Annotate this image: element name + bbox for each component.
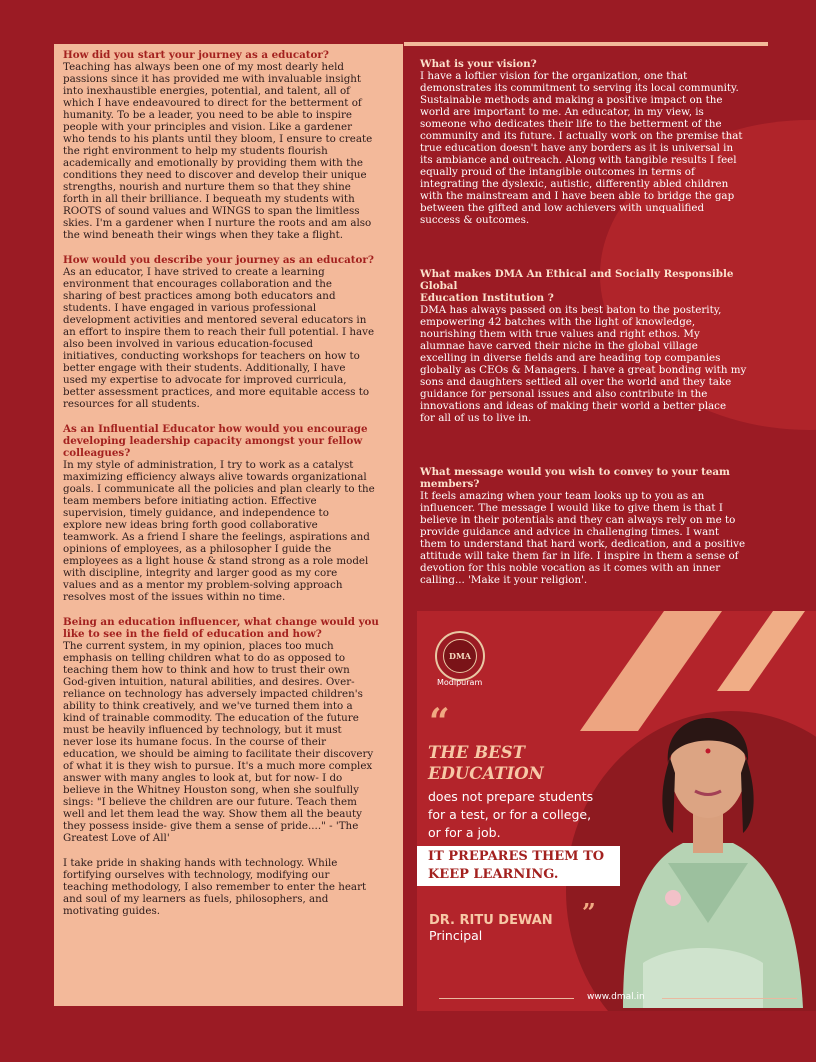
answer-start-journey [63, 61, 394, 241]
answer-line: believe in the Whitney Houston song, when she soulfully [63, 784, 359, 796]
answer-line: also been involved in various education-focused [63, 338, 313, 350]
answer-line: development activities and mentored several educators in [63, 314, 367, 326]
answer-education-change [63, 640, 394, 844]
question-line: Education Institution ? [420, 292, 554, 304]
answer-line: who tends to his plants until they bloom, I ensure to create [63, 133, 373, 145]
answer-line: explore new ideas bring forth good collaborative [63, 519, 318, 531]
answer-ethics [420, 304, 768, 424]
answer-line: must be heavily influenced by technology, but it must [63, 724, 342, 736]
answer-line: attitude will take them far in life. I inspire in them a sense of [420, 550, 739, 562]
answer-line: of what it is they wish to pursue. It's a much more complex [63, 760, 373, 772]
question-describe-journey: How would you describe your journey as an educator? [63, 254, 374, 266]
answer-line: teamwork. As a friend I share the feelings, aspirations and [63, 531, 370, 543]
quote-card [417, 611, 816, 1011]
answer-line: I have a loftier vision for the organization, one that [420, 70, 688, 82]
answer-line: integrating the dyslexic, autistic, differently abled children [420, 178, 729, 190]
logo-mark: DMA [443, 639, 477, 673]
answer-line: initiatives, conducting workshops for teachers on how to [63, 350, 360, 362]
answer-line: guidance for personal issues and also contribute in the [420, 388, 708, 400]
top-divider [404, 42, 768, 46]
right-section-message [420, 466, 768, 586]
question-line: members? [420, 478, 480, 490]
answer-line: excelling in diverse fields and are heading top companies [420, 352, 721, 364]
footer-rule [662, 998, 797, 999]
answer-line: emphasis on telling children what to do as opposed to [63, 652, 346, 664]
question-ethics [420, 268, 768, 304]
question-education-change [63, 616, 394, 640]
answer-line: innovations and ideas of making their world a better place [420, 400, 727, 412]
question-leadership [63, 423, 394, 459]
answer-vision [420, 70, 768, 226]
answer-line: equally proud of the intangible outcomes in terms of [420, 166, 695, 178]
answer-line: true education doesn't have any borders as it is universal in [420, 142, 734, 154]
answer-line: well and let them lead the way. Show them all the beauty [63, 808, 362, 820]
quote-subline [428, 788, 593, 842]
right-section-ethics [420, 268, 768, 424]
answer-line: opinions of employees, as a philosopher I guide the [63, 543, 332, 555]
question-line: What message would you wish to convey to your team [420, 466, 730, 478]
question-line: colleagues? [63, 447, 131, 459]
quote-open-icon: “ [429, 701, 450, 743]
answer-line: better engage with their students. Additionally, I have [63, 362, 346, 374]
answer-line: nourishing them with true values and right ethos. My [420, 328, 700, 340]
subline-line: does not prepare students [428, 789, 594, 804]
answer-line: provide guidance and advice in challenging times. I want [420, 526, 720, 538]
answer-line: for all of us to live in. [420, 412, 532, 424]
answer-line: DMA has always passed on its best baton to the posterity, [420, 304, 722, 316]
answer-describe-journey [63, 266, 394, 410]
answer-line: which I have endeavoured to direct for the betterment of [63, 97, 362, 109]
answer-line: As an educator, I have strived to create a learning [63, 266, 325, 278]
answer-line: God-given intuition, natural abilities, and desires. Over- [63, 676, 355, 688]
answer-line: I take pride in shaking hands with technology. While [63, 857, 338, 869]
answer-line: with discipline, integrity and larger good as my core [63, 567, 338, 579]
answer-line: globally as CEOs & Managers. I have a great bonding with my [420, 364, 747, 376]
right-section-vision [420, 58, 768, 226]
principal-portrait [613, 663, 803, 1008]
person-role: Principal [429, 928, 483, 943]
answer-line: conditions they need to discover and develop their unique [63, 169, 367, 181]
headline-line: THE BEST [428, 743, 525, 762]
answer-line: teaching them how to think and how to trust their own [63, 664, 350, 676]
answer-line: reliance on technology has adversely impacted children's [63, 688, 363, 700]
question-message [420, 466, 768, 490]
answer-line: ROOTS of sound values and WINGS to span the limitless [63, 205, 360, 217]
subline-line: or for a job. [428, 825, 501, 840]
answer-line: people with your principles and vision. Like a gardener [63, 121, 352, 133]
website-link[interactable]: www.dmal.in [587, 992, 645, 1002]
quote-highlight [417, 846, 620, 886]
answer-line: success & outcomes. [420, 214, 530, 226]
answer-line: team members before initiating action. Effective [63, 495, 317, 507]
question-line: As an Influential Educator how would you encourage [63, 423, 368, 435]
answer-line: supervision, timely guidance, and independence to [63, 507, 329, 519]
answer-line: forth in all their brilliance. I bequeath my students with [63, 193, 355, 205]
question-line: What is your vision? [420, 58, 537, 70]
answer-line: skies. I'm a gardener when I nurture the roots and am also [63, 217, 372, 229]
answer-line: goals. I communicate all the policies and plan clearly to the [63, 483, 375, 495]
quote-headline [428, 742, 544, 784]
question-line: like to see in the field of education and how? [63, 628, 322, 640]
answer-line: devotion for this noble vocation as it comes with an inner [420, 562, 721, 574]
answer-line: In my style of administration, I try to work as a catalyst [63, 459, 354, 471]
highlight-line: IT PREPARES THEM TO [428, 849, 605, 864]
answer-line: sharing of best practices among both educators and [63, 290, 336, 302]
answer-line: its ambiance and outreach. Along with tangible results I feel [420, 154, 737, 166]
person-name: DR. RITU DEWAN [429, 913, 553, 928]
answer-line: ability to think creatively, and we've turned them into a [63, 700, 353, 712]
answer-line: resolves most of the issues within no time. [63, 591, 286, 603]
left-column [54, 44, 403, 1006]
footer-rule [439, 998, 574, 999]
answer-line: and soul of my learners as fuels, philosophers, and [63, 893, 329, 905]
answer-line: them to understand that hard work, dedication, and a positive [420, 538, 746, 550]
answer-line: humanity. To be a leader, you need to be able to inspire [63, 109, 352, 121]
answer-line: the wind beneath their wings when they take a flight. [63, 229, 344, 241]
answer-line: Teaching has always been one of my most dearly held [63, 61, 344, 73]
answer-line: they possess inside- give them a sense of pride...." - 'The [63, 820, 359, 832]
answer-line: calling... 'Make it your religion'. [420, 574, 588, 586]
question-vision [420, 58, 768, 70]
subline-line: for a test, or for a college, [428, 807, 592, 822]
answer-line: the right environment to help my students flourish [63, 145, 328, 157]
answer-line: environment that encourages collaboration and the [63, 278, 333, 290]
answer-line: influencer. The message I would like to give them is that I [420, 502, 723, 514]
answer-line: fortifying ourselves with technology, modifying our [63, 869, 330, 881]
answer-line: an effort to inspire them to reach their full potential. I have [63, 326, 375, 338]
answer-line: passions since it has provided me with invaluable insight [63, 73, 362, 85]
highlight-line: KEEP LEARNING. [428, 867, 559, 882]
answer-line: employees as a light house & stand strong as a role model [63, 555, 369, 567]
answer-line: strengths, nourish and nurture them so that they shine [63, 181, 351, 193]
answer-line: into inexhaustible energies, potential, and talent, all of [63, 85, 350, 97]
answer-line: used my expertise to advocate for improved curricula, [63, 374, 347, 386]
question-line: What makes DMA An Ethical and Socially Responsible Global [420, 268, 734, 292]
answer-line: with the mainstream and I have been able to bridge the gap [420, 190, 735, 202]
answer-line: kind of trainable commodity. The education of the future [63, 712, 359, 724]
answer-line: demonstrates its commitment to serving its local community. [420, 82, 739, 94]
answer-line: academically and emotionally by providing them with the [63, 157, 363, 169]
question-start-journey: How did you start your journey as a educator? [63, 49, 329, 61]
answer-line: never lose its humane focus. In the course of their [63, 736, 327, 748]
answer-line: students. I have engaged in various professional [63, 302, 317, 314]
answer-line: sings: "I believe the children are our future. Teach them [63, 796, 357, 808]
answer-line: motivating guides. [63, 905, 161, 917]
answer-line: sons and daughters settled all over the world and they take [420, 376, 732, 388]
answer-line: resources for all students. [63, 398, 200, 410]
answer-line: teaching methodology, I also remember to enter the heart [63, 881, 367, 893]
question-line: Being an education influencer, what change would you [63, 616, 379, 628]
logo-location: Modipuram [437, 678, 483, 687]
quote-close-icon: ” [582, 898, 596, 927]
answer-leadership [63, 459, 394, 603]
answer-line: The current system, in my opinion, places too much [63, 640, 334, 652]
answer-line: someone who dedicates their life to the betterment of the [420, 118, 722, 130]
answer-line: education, we should be aiming to facilitate their discovery [63, 748, 374, 760]
answer-technology-pride [63, 857, 394, 917]
answer-line: Greatest Love of All' [63, 832, 170, 844]
answer-line: values and as a mentor my problem-solving approach [63, 579, 343, 591]
school-logo [435, 631, 485, 681]
answer-line: better assessment practices, and more equitable access to [63, 386, 370, 398]
answer-message [420, 490, 768, 586]
answer-line: believe in their potentials and they can always rely on me to [420, 514, 736, 526]
answer-line: maximizing efficiency always alive towards organizational [63, 471, 367, 483]
headline-line: EDUCATION [428, 764, 544, 783]
answer-line: It feels amazing when your team looks up to you as an [420, 490, 705, 502]
answer-line: empowering 42 batches with the light of knowledge, [420, 316, 696, 328]
question-line: developing leadership capacity amongst your fellow [63, 435, 363, 447]
answer-line: between the gifted and low achievers with unqualified [420, 202, 705, 214]
answer-line: Sustainable methods and making a positive impact on the [420, 94, 723, 106]
answer-line: alumnae have carved their niche in the global village [420, 340, 698, 352]
answer-line: world are important to me. An educator, in my view, is [420, 106, 704, 118]
answer-line: community and its future. I actually work on the premise that [420, 130, 743, 142]
answer-line: answer with many angles to look at, but for now- I do [63, 772, 343, 784]
